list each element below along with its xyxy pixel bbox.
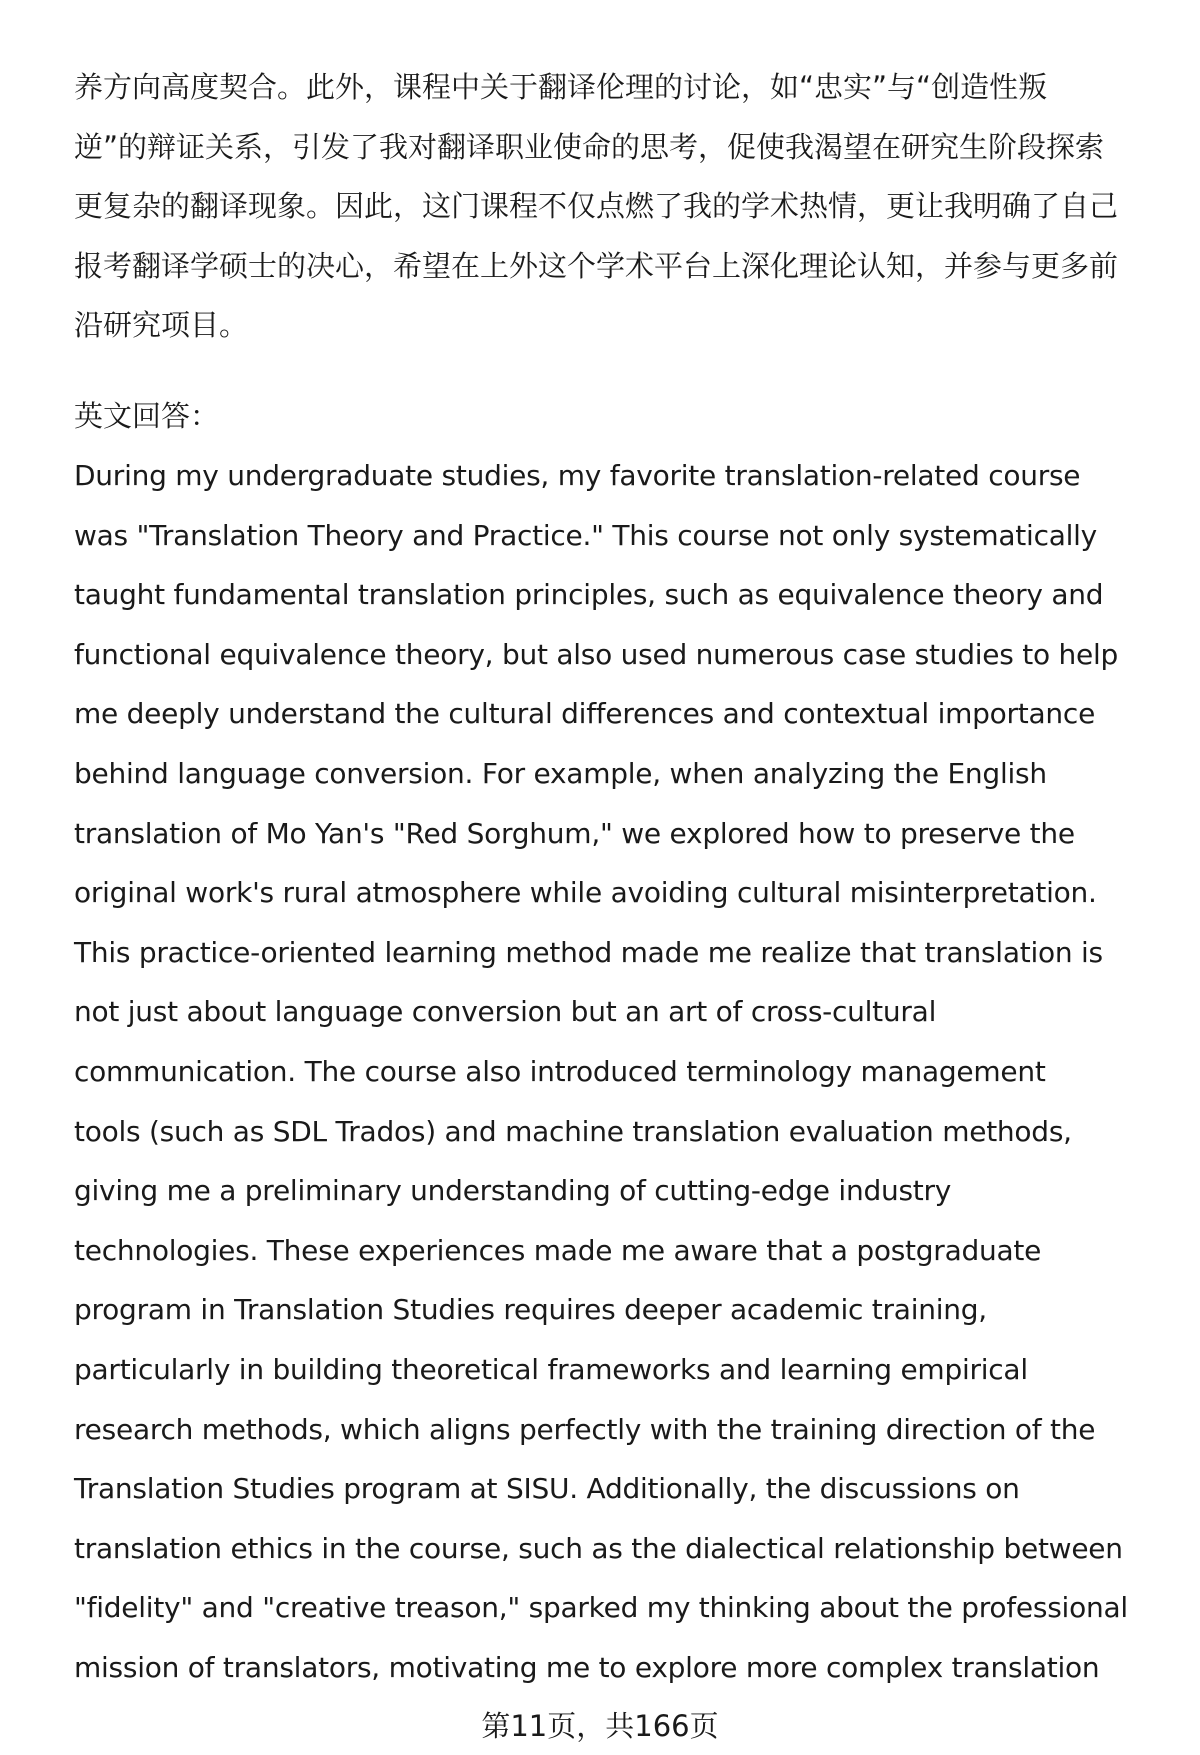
english-line: was "Translation Theory and Practice." This course not only systematically [74, 518, 1097, 552]
english-line: Translation Studies program at SISU. Additionally, the discussions on [74, 1472, 1020, 1506]
english-line: mission of translators, motivating me to explore more complex translation [74, 1650, 1100, 1684]
chinese-line: 养方向高度契合。此外，课程中关于翻译伦理的讨论，如“忠实”与“创造性叛 [74, 70, 1048, 104]
chinese-line: 沿研究项目。 [74, 308, 249, 342]
english-line: taught fundamental translation principles, such as equivalence theory and [74, 578, 1104, 612]
english-line: giving me a preliminary understanding of cutting-edge industry [74, 1174, 952, 1208]
chinese-line: 更复杂的翻译现象。因此，这门课程不仅点燃了我的学术热情，更让我明确了自己 [74, 189, 1119, 223]
english-line: During my undergraduate studies, my favorite translation-related course [74, 459, 1081, 492]
chinese-paragraph [74, 58, 1164, 356]
chinese-line: 报考翻译学硕士的决心，希望在上外这个学术平台上深化理论认知，并参与更多前 [74, 248, 1119, 283]
english-line: program in Translation Studies requires deeper academic training, [74, 1293, 987, 1327]
english-line: communication. The course also introduced terminology management [74, 1054, 1046, 1088]
english-line: technologies. These experiences made me aware that a postgraduate [74, 1233, 1042, 1267]
english-line: translation ethics in the course, such as the dialectical relationship between [74, 1531, 1123, 1565]
english-line: functional equivalence theory, but also used numerous case studies to help [74, 637, 1119, 671]
english-line: particularly in building theoretical frameworks and learning empirical [74, 1352, 1028, 1386]
english-answer-heading: 英文回答： [74, 398, 220, 433]
english-line: me deeply understand the cultural differences and contextual importance [74, 697, 1096, 731]
english-line: "fidelity" and "creative treason," sparked my thinking about the professional [74, 1591, 1128, 1625]
page-content [74, 58, 1164, 1697]
english-paragraph [74, 446, 1164, 1697]
english-line: original work's rural atmosphere while avoiding cultural misinterpretation. [74, 876, 1097, 910]
english-line: tools (such as SDL Trados) and machine translation evaluation methods, [74, 1114, 1072, 1148]
english-line: not just about language conversion but an art of cross-cultural [74, 995, 937, 1029]
english-line: translation of Mo Yan's "Red Sorghum," we explored how to preserve the [74, 816, 1075, 850]
english-line: behind language conversion. For example, when analyzing the English [74, 756, 1047, 790]
english-line: This practice-oriented learning method made me realize that translation is [74, 935, 1103, 969]
english-line: research methods, which aligns perfectly with the training direction of the [74, 1412, 1096, 1446]
chinese-line: 逆”的辩证关系，引发了我对翻译职业使命的思考，促使我渴望在研究生阶段探索 [74, 129, 1105, 164]
page-number-footer: 第11页，共166页 [481, 1709, 719, 1743]
